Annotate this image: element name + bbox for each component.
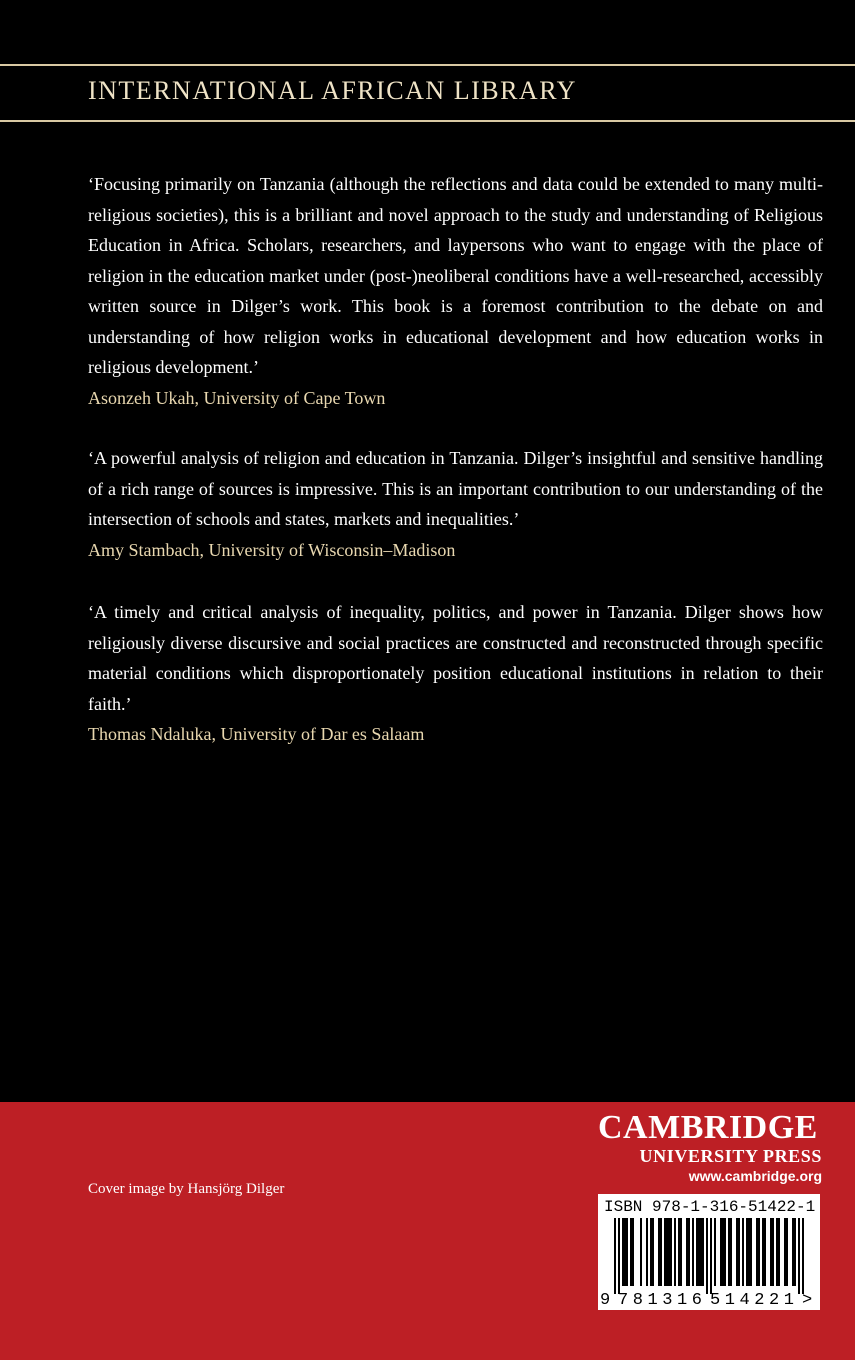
ean-left-group: 781316 (618, 1291, 702, 1310)
barcode-bar (764, 1218, 766, 1286)
barcode-bar (756, 1218, 758, 1286)
barcode-bar (702, 1218, 704, 1286)
barcode-bar (784, 1218, 786, 1286)
barcode-bar (778, 1218, 780, 1286)
barcode-bar (658, 1218, 660, 1286)
series-title: INTERNATIONAL AFRICAN LIBRARY (88, 76, 577, 105)
barcode-bar (626, 1218, 628, 1286)
barcode-bar (700, 1218, 702, 1286)
barcode-bar (660, 1218, 662, 1286)
barcode-bar (646, 1218, 648, 1286)
barcode-bar (786, 1218, 788, 1286)
publisher-logo (598, 1110, 822, 1185)
barcode-bar (738, 1218, 740, 1286)
publisher-url: www.cambridge.org (688, 1168, 822, 1184)
endorsement-2 (88, 443, 823, 565)
barcode-bar (622, 1218, 624, 1286)
barcode-bar (632, 1218, 634, 1286)
barcode-bar (762, 1218, 764, 1286)
barcode-bar (674, 1218, 676, 1286)
barcode-bar (614, 1218, 616, 1294)
barcode-bar (624, 1218, 626, 1286)
ean-right-group: 514221 (710, 1291, 794, 1310)
endorsement-attribution: Thomas Ndaluka, University of Dar es Salaam (88, 724, 425, 744)
barcode-bar (688, 1218, 690, 1286)
barcode-bar (696, 1218, 698, 1286)
barcode-bar (668, 1218, 670, 1286)
barcode-bar (706, 1218, 708, 1294)
barcode-bar (770, 1218, 772, 1286)
barcode-bar (652, 1218, 654, 1286)
barcode-bar (792, 1218, 794, 1286)
barcode-bar (664, 1218, 666, 1286)
barcode-bar (724, 1218, 726, 1286)
barcode-bar (666, 1218, 668, 1286)
isbn-label: ISBN 978-1-316-51422-1 (604, 1198, 816, 1216)
barcode-bar (742, 1218, 744, 1286)
barcode-bar (794, 1218, 796, 1286)
barcode-bar (650, 1218, 652, 1286)
barcode-bar (618, 1218, 620, 1294)
barcode-bar (802, 1218, 804, 1294)
barcode-bar (730, 1218, 732, 1286)
header-bottom-rule (0, 120, 855, 122)
header-top-rule (0, 64, 855, 66)
publisher-subtitle: UNIVERSITY PRESS (639, 1146, 822, 1166)
barcode-bar (692, 1218, 694, 1286)
barcode-bar (630, 1218, 632, 1286)
barcode-bar (720, 1218, 722, 1286)
barcode-bar (772, 1218, 774, 1286)
ean-first-digit: 9 (600, 1291, 611, 1310)
endorsement-quote: ‘A timely and critical analysis of inequality, politics, and power in Tanzania. Dilger shows how religiously diverse discursive and social practices are constructed and reconstructed through specific material conditions which disproportionately position educational institutions in relation to their faith.’ (88, 602, 823, 714)
endorsement-1 (88, 169, 823, 413)
endorsement-attribution: Asonzeh Ukah, University of Cape Town (88, 387, 386, 408)
barcode-bar (748, 1218, 750, 1286)
barcode-bar (736, 1218, 738, 1286)
ean-quiet-mark: > (802, 1291, 813, 1310)
barcode-bar (686, 1218, 688, 1286)
endorsement-quote: ‘A powerful analysis of religion and education in Tanzania. Dilger’s insightful and sensitive handling of a rich range of sources is impressive. This is an important contribution to our understanding of the intersection of schools and states, markets and inequalities.’ (88, 448, 823, 529)
barcode-bar (680, 1218, 682, 1286)
cover-credit: Cover image by Hansjörg Dilger (88, 1181, 285, 1197)
barcode-bar (710, 1218, 712, 1294)
barcode-bar (678, 1218, 680, 1286)
barcode-bar (750, 1218, 752, 1286)
barcode-bar (698, 1218, 700, 1286)
barcode-bar (640, 1218, 642, 1286)
publisher-name: CAMBRIDGE (598, 1109, 818, 1146)
barcode-bar (758, 1218, 760, 1286)
endorsement-attribution: Amy Stambach, University of Wisconsin–Madison (88, 539, 456, 560)
barcode-bar (776, 1218, 778, 1286)
barcode-bar (798, 1218, 800, 1294)
endorsement-3 (88, 597, 823, 750)
barcode-bar (670, 1218, 672, 1286)
endorsement-quote: ‘Focusing primarily on Tanzania (although the reflections and data could be extended to many multi-religious societies), this is a brilliant and novel approach to the study and understanding of Religious Education in Africa. Scholars, researchers, and laypersons who want to engage with the place of religion in the education market under (post-)neoliberal conditions have a well-researched, accessibly written source in Dilger’s work. This book is a foremost contribution to the debate on and understanding of how religion works in educational development and how education works in religious development.’ (88, 174, 823, 377)
barcode-bars (598, 1194, 820, 1310)
barcode-bar (746, 1218, 748, 1286)
barcode-bar (722, 1218, 724, 1286)
isbn-barcode (598, 1194, 820, 1310)
barcode-bar (714, 1218, 716, 1286)
barcode-bar (728, 1218, 730, 1286)
